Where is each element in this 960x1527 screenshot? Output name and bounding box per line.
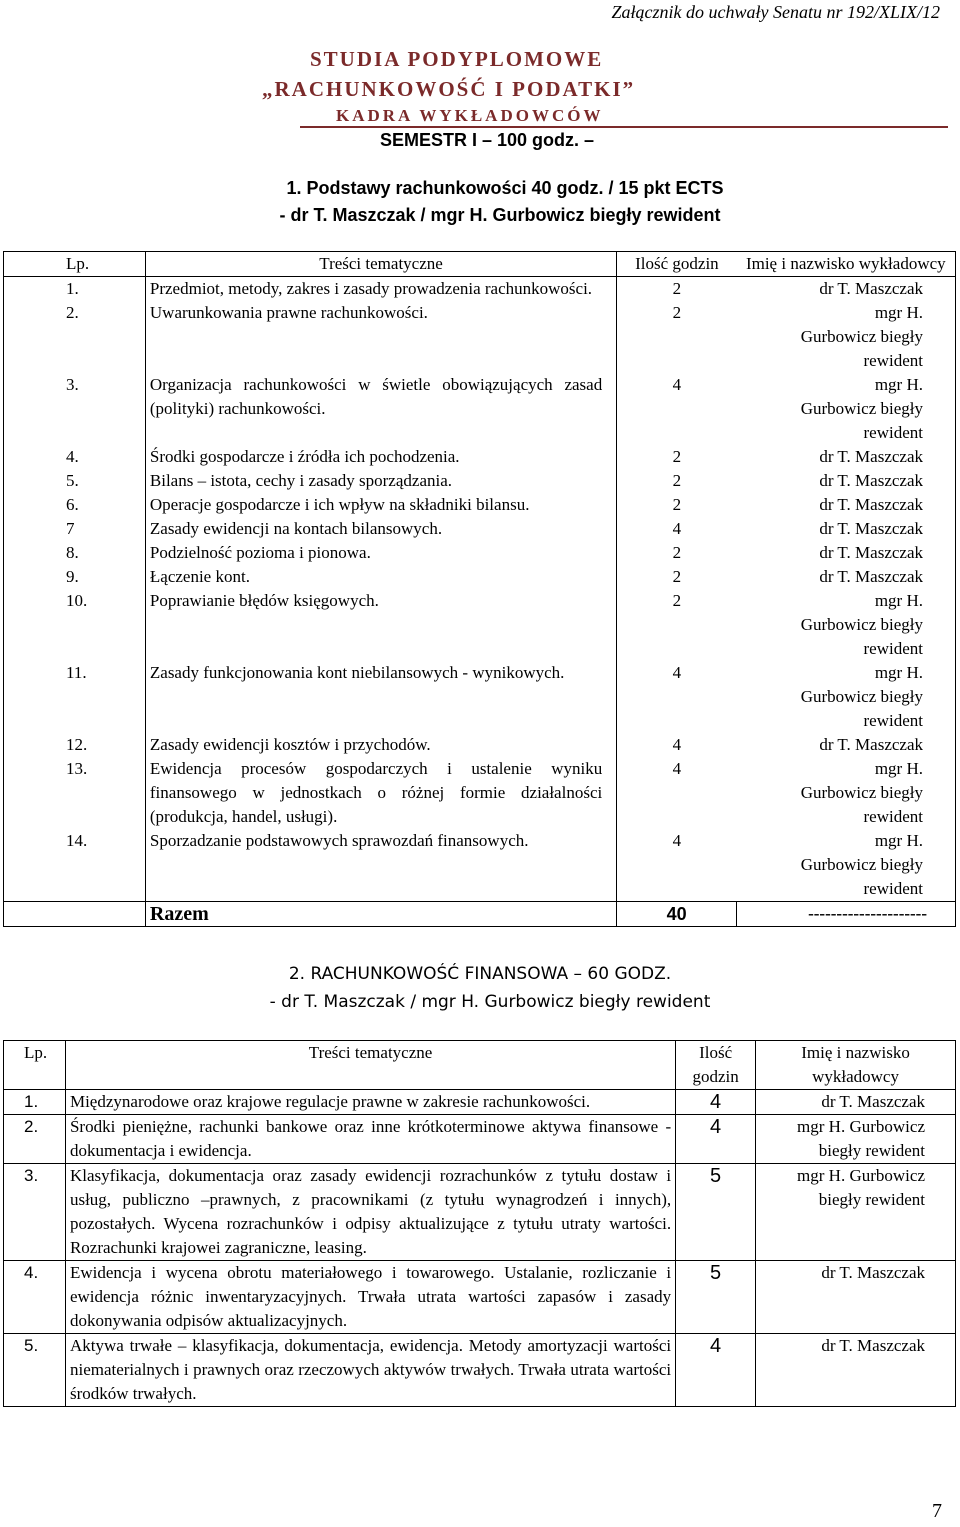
row-topic: Zasady funkcjonowania kont niebilansowych - wynikowych. [145,661,616,733]
row-hours: 4 [617,757,737,829]
row-lp: 2. [4,1115,66,1164]
table-row [4,517,956,541]
row-lp: 4. [4,1261,66,1334]
table-row [4,373,956,445]
row-lecturer: mgr H. Gurbowicz biegły rewident [756,1164,956,1261]
row-lecturer: mgr H. Gurbowicz biegły rewident [737,661,956,733]
row-lp: 10. [4,589,146,661]
row-lp: 1. [4,277,146,302]
table-row [4,301,956,373]
row-lecturer: mgr H. Gurbowicz biegły rewident [737,589,956,661]
table-row [4,1261,956,1334]
row-lecturer: dr T. Maszczak [737,541,956,565]
row-hours: 2 [617,277,737,302]
row-topic: Ewidencja i wycena obrotu materiałowego i towarowego. Ustalanie, rozliczanie i ewidencja różnic inwentaryzacyjnych. Trwała utrata wartości zapasów i zasady dokonywania odpisów aktualizacyjnych. [65,1261,675,1334]
row-topic: Międzynarodowe oraz krajowe regulacje prawne w zakresie rachunkowości. [65,1090,675,1115]
row-topic: Klasyfikacja, dokumentacja oraz zasady ewidencji rozrachunków z tytułu dostaw i usług, publiczno –prawnych, z pracownikami (z tytułu wynagrodzeń i innych), pozostałych. Wycena rozrachunków i odpisy aktualizujące z tytułu utraty wartości. Rozrachunki krajowei zagraniczne, leasing. [65,1164,675,1261]
table-row [4,757,956,829]
header-lp: Lp. [4,1041,66,1090]
row-lp: 14. [4,829,146,902]
module1-rows [4,277,956,902]
row-topic: Uwarunkowania prawne rachunkowości. [145,301,616,373]
row-lecturer: dr T. Maszczak [737,517,956,541]
row-lecturer: mgr H. Gurbowicz biegły rewident [756,1115,956,1164]
row-lecturer: mgr H. Gurbowicz biegły rewident [737,757,956,829]
row-lecturer: dr T. Maszczak [737,733,956,757]
total-row [4,902,956,927]
row-topic: Bilans – istota, cechy i zasady sporządzania. [145,469,616,493]
module1-title: 1. Podstawy rachunkowości 40 godz. / 15 pkt ECTS [286,178,724,198]
row-hours: 4 [617,661,737,733]
program-name-title: „RACHUNKOWOŚĆ I PODATKI” [262,77,636,101]
table-row [4,1334,956,1407]
row-lecturer: dr T. Maszczak [756,1090,956,1115]
row-topic: Ewidencja procesów gospodarczych i ustalenie wyniku finansowego w jednostkach o różnej formie działalności (produkcja, handel, usługi). [145,757,616,829]
table-row [4,469,956,493]
row-hours: 2 [617,565,737,589]
table-row [4,277,956,302]
table-header-row [4,252,956,277]
row-topic: Przedmiot, metody, zakres i zasady prowadzenia rachunkowości. [145,277,616,302]
table-row [4,661,956,733]
row-topic: Organizacja rachunkowości w świetle obowiązujących zasad (polityki) rachunkowości. [145,373,616,445]
row-topic: Łączenie kont. [145,565,616,589]
page-number: 7 [932,1500,942,1522]
row-hours: 2 [617,445,737,469]
table-row [4,493,956,517]
table-row [4,1164,956,1261]
row-hours: 2 [617,469,737,493]
row-lp: 3. [4,373,146,445]
row-hours: 5 [676,1261,756,1334]
module2-heading [0,960,960,1016]
row-lecturer: dr T. Maszczak [737,469,956,493]
row-lp: 5. [4,469,146,493]
row-hours: 4 [617,733,737,757]
table-row [4,445,956,469]
staff-heading: KADRA WYKŁADOWCÓW [336,106,604,125]
row-lecturer: dr T. Maszczak [756,1261,956,1334]
row-hours: 5 [676,1164,756,1261]
row-topic: Zasady ewidencji kosztów i przychodów. [145,733,616,757]
table-row [4,541,956,565]
header-hours: Ilość godzin [617,252,737,277]
row-topic: Aktywa trwałe – klasyfikacja, dokumentacja, ewidencja. Metody amortyzacji wartości niematerialnych i prawnych oraz rzeczowych aktywów trwałych. Trwała utrata wartości środków trwałych. [65,1334,675,1407]
total-lecturer: --------------------- [737,902,956,927]
row-lp: 7 [4,517,146,541]
module2-title: 2. RACHUNKOWOŚĆ FINANSOWA – 60 GODZ. [288,964,672,984]
row-hours: 2 [617,589,737,661]
row-lecturer: mgr H. Gurbowicz biegły rewident [737,301,956,373]
row-topic: Podzielność pozioma i pionowa. [145,541,616,565]
module1-table [3,251,956,927]
row-lp: 2. [4,301,146,373]
row-topic: Środki gospodarcze i źródła ich pochodzenia. [145,445,616,469]
row-lecturer: dr T. Maszczak [737,493,956,517]
row-hours: 4 [676,1090,756,1115]
table-row [4,589,956,661]
total-hours: 40 [617,902,737,927]
row-lp: 8. [4,541,146,565]
module1-heading [0,175,960,229]
header-topic: Treści tematyczne [65,1041,675,1090]
total-label: Razem [145,902,616,927]
table-row [4,733,956,757]
row-lp: 9. [4,565,146,589]
header-lecturer: Imię i nazwisko wykładowcy [737,252,956,277]
header-hours: Ilość godzin [676,1041,756,1090]
row-lp: 13. [4,757,146,829]
row-lecturer: dr T. Maszczak [737,445,956,469]
header-lecturer: Imię i nazwisko wykładowcy [756,1041,956,1090]
total-lp-cell [4,902,146,927]
row-topic: Poprawianie błędów księgowych. [145,589,616,661]
row-hours: 2 [617,493,737,517]
row-lp: 4. [4,445,146,469]
row-hours: 4 [676,1334,756,1407]
module2-rows [4,1090,956,1407]
row-lp: 5. [4,1334,66,1407]
row-lp: 3. [4,1164,66,1261]
table-row [4,565,956,589]
row-lecturer: dr T. Maszczak [737,565,956,589]
annex-note: Załącznik do uchwały Senatu nr 192/XLIX/12 [611,2,940,22]
row-topic: Środki pieniężne, rachunki bankowe oraz inne krótkoterminowe aktywa finansowe -dokumentacja i ewidencja. [65,1115,675,1164]
row-hours: 4 [617,373,737,445]
row-topic: Sporzadzanie podstawowych sprawozdań finansowych. [145,829,616,902]
program-type-title: STUDIA PODYPLOMOWE [310,47,604,71]
row-hours: 4 [617,829,737,902]
row-lecturer: dr T. Maszczak [756,1334,956,1407]
row-hours: 2 [617,301,737,373]
table-row [4,1090,956,1115]
table-header-row [4,1041,956,1090]
row-lecturer: mgr H. Gurbowicz biegły rewident [737,373,956,445]
header-topic: Treści tematyczne [145,252,616,277]
row-lp: 11. [4,661,146,733]
module2-lecturers: - dr T. Maszczak / mgr H. Gurbowicz biegły rewident [269,992,711,1012]
table-row [4,1115,956,1164]
row-topic: Zasady ewidencji na kontach bilansowych. [145,517,616,541]
row-hours: 2 [617,541,737,565]
semester-heading: SEMESTR I – 100 godz. – [380,130,595,150]
row-hours: 4 [617,517,737,541]
module2-table [3,1040,956,1407]
row-lp: 12. [4,733,146,757]
row-topic: Operacje gospodarcze i ich wpływ na składniki bilansu. [145,493,616,517]
row-lp: 1. [4,1090,66,1115]
row-lecturer: dr T. Maszczak [737,277,956,302]
row-lp: 6. [4,493,146,517]
table-row [4,829,956,902]
row-hours: 4 [676,1115,756,1164]
header-lp: Lp. [4,252,146,277]
row-lecturer: mgr H. Gurbowicz biegły rewident [737,829,956,902]
module1-lecturers: - dr T. Maszczak / mgr H. Gurbowicz biegły rewident [279,205,721,225]
